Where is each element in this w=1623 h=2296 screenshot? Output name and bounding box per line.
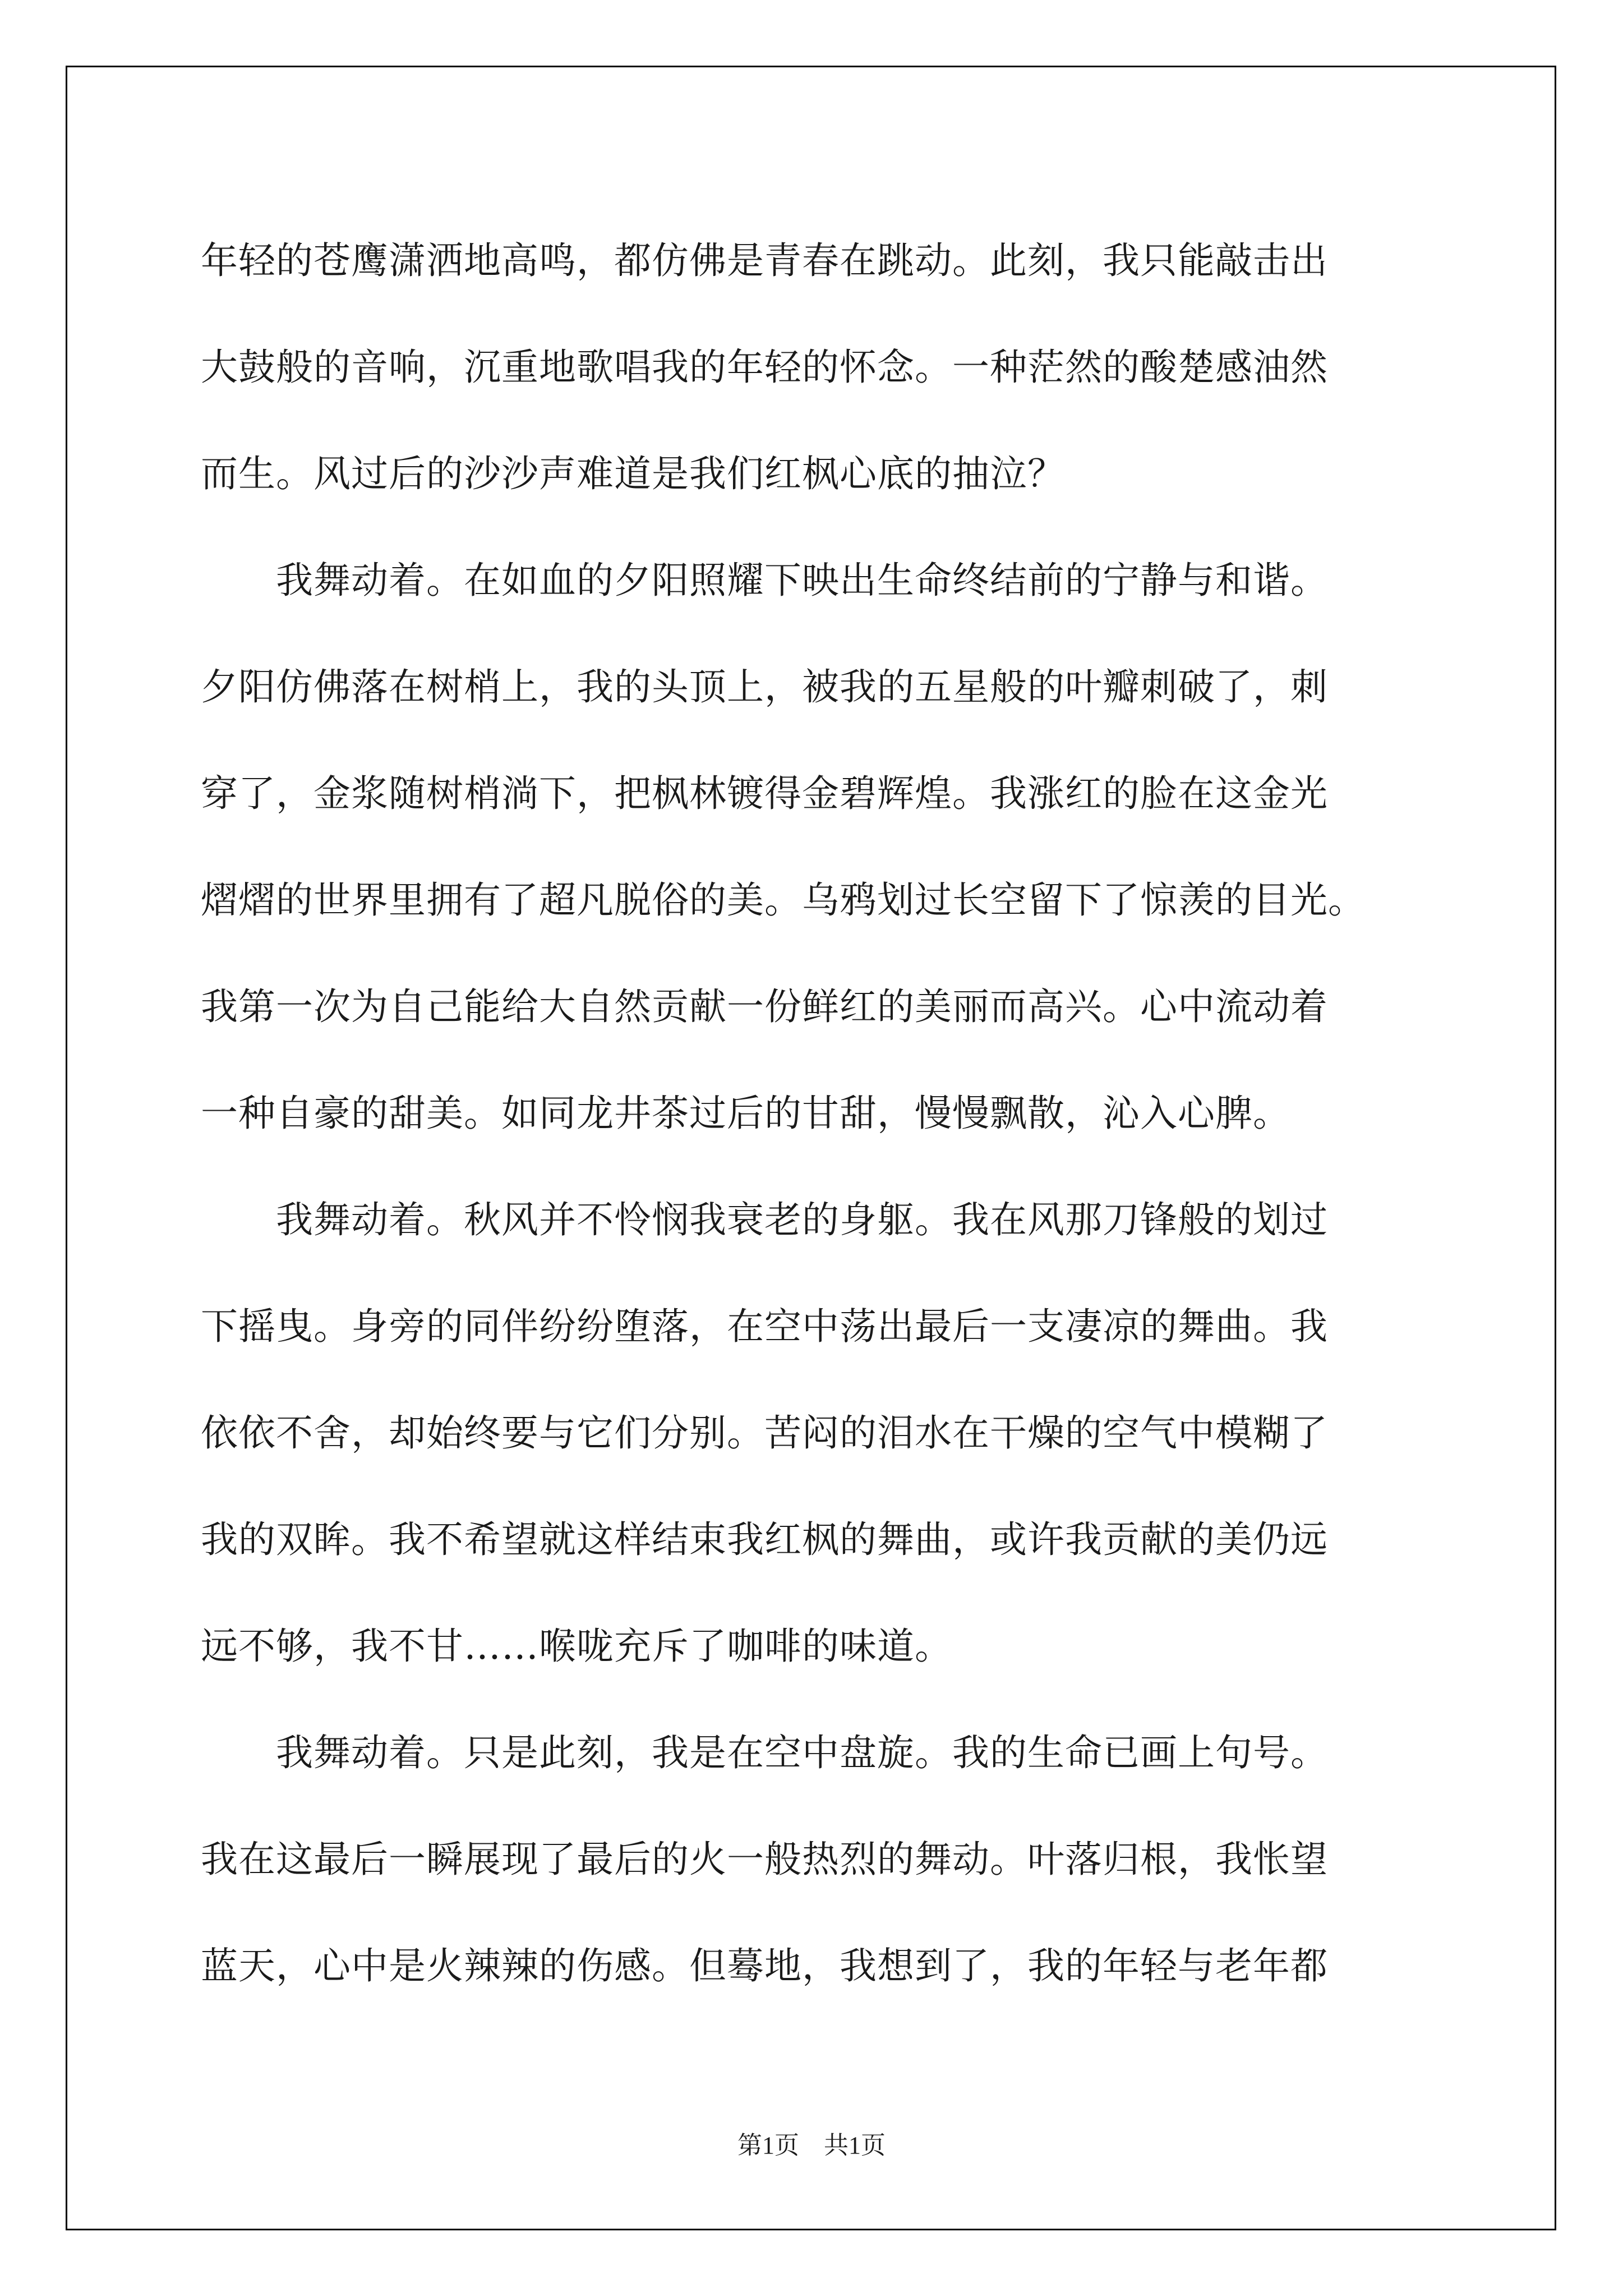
document-body	[201, 208, 1435, 2019]
text-line: 我舞动着。只是此刻，我是在空中盘旋。我的生命已画上句号。	[201, 1731, 1328, 1774]
text-line: 大鼓般的音响，沉重地歌唱我的年轻的怀念。一种茫然的酸楚感油然	[201, 346, 1328, 389]
text-line: 依依不舍，却始终要与它们分别。苦闷的泪水在干燥的空气中模糊了	[201, 1411, 1328, 1455]
page-footer	[0, 2125, 1623, 2161]
text-line: 一种自豪的甜美。如同龙井茶过后的甘甜，慢慢飘散，沁入心脾。	[201, 1092, 1290, 1135]
text-line: 远不够，我不甘……喉咙充斥了咖啡的味道。	[201, 1625, 952, 1668]
text-line: 我的双眸。我不希望就这样结束我红枫的舞曲，或许我贡献的美仍远	[201, 1518, 1328, 1561]
text-line: 我第一次为自己能给大自然贡献一份鲜红的美丽而高兴。心中流动着	[201, 985, 1328, 1028]
text-line: 我舞动着。在如血的夕阳照耀下映出生命终结前的宁静与和谐。	[201, 559, 1328, 602]
text-line: 我舞动着。秋风并不怜悯我衰老的身躯。我在风那刀锋般的划过	[201, 1198, 1328, 1241]
text-line: 下摇曳。身旁的同伴纷纷堕落，在空中荡出最后一支凄凉的舞曲。我	[201, 1305, 1328, 1348]
text-line: 而生。风过后的沙沙声难道是我们红枫心底的抽泣？	[201, 452, 1065, 495]
text-line: 夕阳仿佛落在树梢上，我的头顶上，被我的五星般的叶瓣刺破了，刺	[201, 665, 1328, 708]
text-line: 熠熠的世界里拥有了超凡脱俗的美。乌鸦划过长空留下了惊羡的目光。	[201, 878, 1366, 922]
page-number: 第1页 共1页	[737, 2132, 886, 2159]
text-line: 年轻的苍鹰潇洒地高鸣，都仿佛是青春在跳动。此刻，我只能敲击出	[201, 239, 1328, 282]
text-line: 我在这最后一瞬展现了最后的火一般热烈的舞动。叶落归根，我怅望	[201, 1838, 1328, 1881]
text-line: 蓝天，心中是火辣辣的伤感。但蓦地，我想到了，我的年轻与老年都	[201, 1944, 1328, 1987]
text-line: 穿了，金浆随树梢淌下，把枫林镀得金碧辉煌。我涨红的脸在这金光	[201, 772, 1328, 815]
